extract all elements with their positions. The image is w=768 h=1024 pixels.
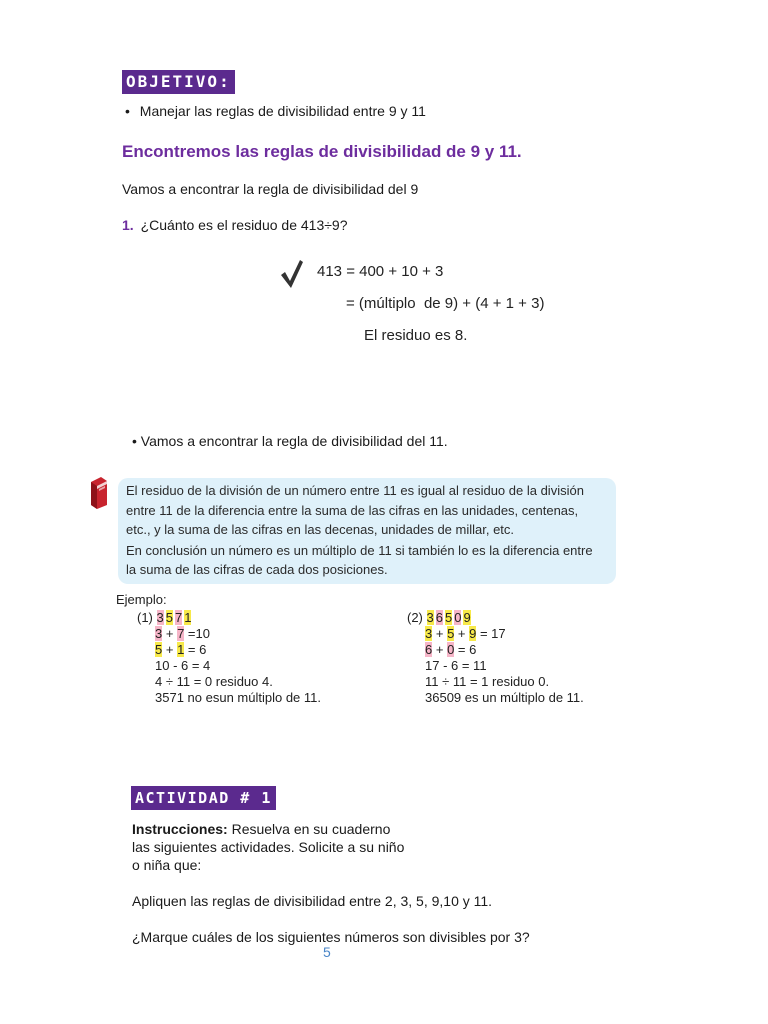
objective-text: Manejar las reglas de divisibilidad entre 9 y 11 bbox=[139, 103, 426, 119]
example-1 bbox=[137, 610, 321, 706]
solution-line-1: 413 = 400 + 10 + 3 bbox=[317, 263, 444, 280]
operator: + bbox=[162, 626, 178, 641]
digit: 5 bbox=[165, 610, 173, 625]
example-2-sum-1 bbox=[407, 626, 584, 642]
digit: 9 bbox=[469, 626, 477, 641]
digit: 3 bbox=[155, 626, 163, 641]
example-1-prefix: (1) bbox=[137, 610, 153, 625]
example-1-number bbox=[137, 610, 321, 626]
result: = 17 bbox=[476, 626, 506, 641]
digit: 1 bbox=[177, 642, 185, 657]
digit: 7 bbox=[174, 610, 183, 625]
example-1-sum-2 bbox=[137, 642, 321, 658]
digit: 6 bbox=[435, 610, 443, 625]
info-paragraph-2: En conclusión un número es un múltiplo de 11 si también lo es la diferencia entre la suma de las cifras de cada dos posiciones. bbox=[126, 542, 593, 577]
activity-question: ¿Marque cuáles de los siguientes números son divisibles por 3? bbox=[132, 929, 530, 945]
operator: + bbox=[432, 626, 448, 641]
result: = 6 bbox=[184, 642, 207, 657]
instructions-line-2: las siguientes actividades. Solicite a su niño bbox=[132, 839, 405, 855]
digit: 7 bbox=[177, 626, 185, 641]
objective-badge: OBJETIVO: bbox=[122, 70, 235, 94]
example-1-sum-1 bbox=[137, 626, 321, 642]
info-box bbox=[118, 478, 616, 584]
digit: 0 bbox=[447, 642, 455, 657]
example-1-line-5: 3571 no esun múltiplo de 11. bbox=[155, 690, 321, 705]
question-text: ¿Cuánto es el residuo de 413÷9? bbox=[140, 217, 348, 233]
digit: 5 bbox=[155, 642, 163, 657]
digit: 3 bbox=[425, 626, 433, 641]
digit: 3 bbox=[426, 610, 434, 625]
example-2-sum-2 bbox=[407, 642, 584, 658]
digit: 5 bbox=[444, 610, 453, 625]
digit: 1 bbox=[184, 610, 192, 625]
book-icon bbox=[88, 476, 110, 510]
intro-11: • Vamos a encontrar la regla de divisibilidad del 11. bbox=[132, 433, 448, 449]
info-paragraph-1: El residuo de la división de un número entre 11 es igual al residuo de la división entre 11 de la diferencia entre la suma de las cifras en las unidades, centenas, etc., y la suma de las cifras en las decenas, unidades de millar, etc. bbox=[126, 483, 584, 537]
result: =10 bbox=[184, 626, 210, 641]
instructions-line-1: Resuelva en su cuaderno bbox=[227, 821, 391, 837]
example-2-line-3: 17 - 6 = 11 bbox=[425, 658, 487, 673]
solution-line-3: El residuo es 8. bbox=[364, 327, 468, 344]
digit: 6 bbox=[425, 642, 433, 657]
example-2-number bbox=[407, 610, 584, 626]
intro-9: Vamos a encontrar la regla de divisibilidad del 9 bbox=[122, 181, 419, 197]
objective-item bbox=[125, 102, 426, 120]
section-title: Encontremos las reglas de divisibilidad de 9 y 11. bbox=[122, 142, 522, 161]
activity-badge: ACTIVIDAD # 1 bbox=[131, 786, 276, 810]
example-2-line-4: 11 ÷ 11 = 1 residuo 0. bbox=[425, 674, 550, 689]
solution-line-2: = (múltiplo de 9) + (4 + 1 + 3) bbox=[346, 295, 545, 312]
digit: 3 bbox=[156, 610, 164, 625]
result: = 6 bbox=[454, 642, 477, 657]
question-1 bbox=[122, 216, 348, 234]
instructions-line-3: o niña que: bbox=[132, 857, 202, 873]
example-1-line-4: 4 ÷ 11 = 0 residuo 4. bbox=[155, 674, 273, 689]
operator: + bbox=[432, 642, 448, 657]
activity-apply: Apliquen las reglas de divisibilidad entre 2, 3, 5, 9,10 y 11. bbox=[132, 893, 493, 909]
question-number: 1. bbox=[122, 217, 134, 233]
digit: 0 bbox=[454, 610, 462, 625]
instructions bbox=[132, 820, 652, 874]
checkmark-icon bbox=[280, 258, 304, 290]
example-2-prefix: (2) bbox=[407, 610, 423, 625]
digit: 9 bbox=[463, 610, 471, 625]
operator: + bbox=[454, 626, 470, 641]
example-label: Ejemplo: bbox=[116, 592, 167, 607]
page-number: 5 bbox=[323, 944, 331, 960]
example-2-line-5: 36509 es un múltiplo de 11. bbox=[425, 690, 584, 705]
example-1-line-3: 10 - 6 = 4 bbox=[155, 658, 211, 673]
bullet: • bbox=[125, 103, 130, 119]
example-2 bbox=[407, 610, 584, 706]
digit: 5 bbox=[447, 626, 455, 641]
operator: + bbox=[162, 642, 178, 657]
instructions-label: Instrucciones: bbox=[132, 821, 228, 837]
